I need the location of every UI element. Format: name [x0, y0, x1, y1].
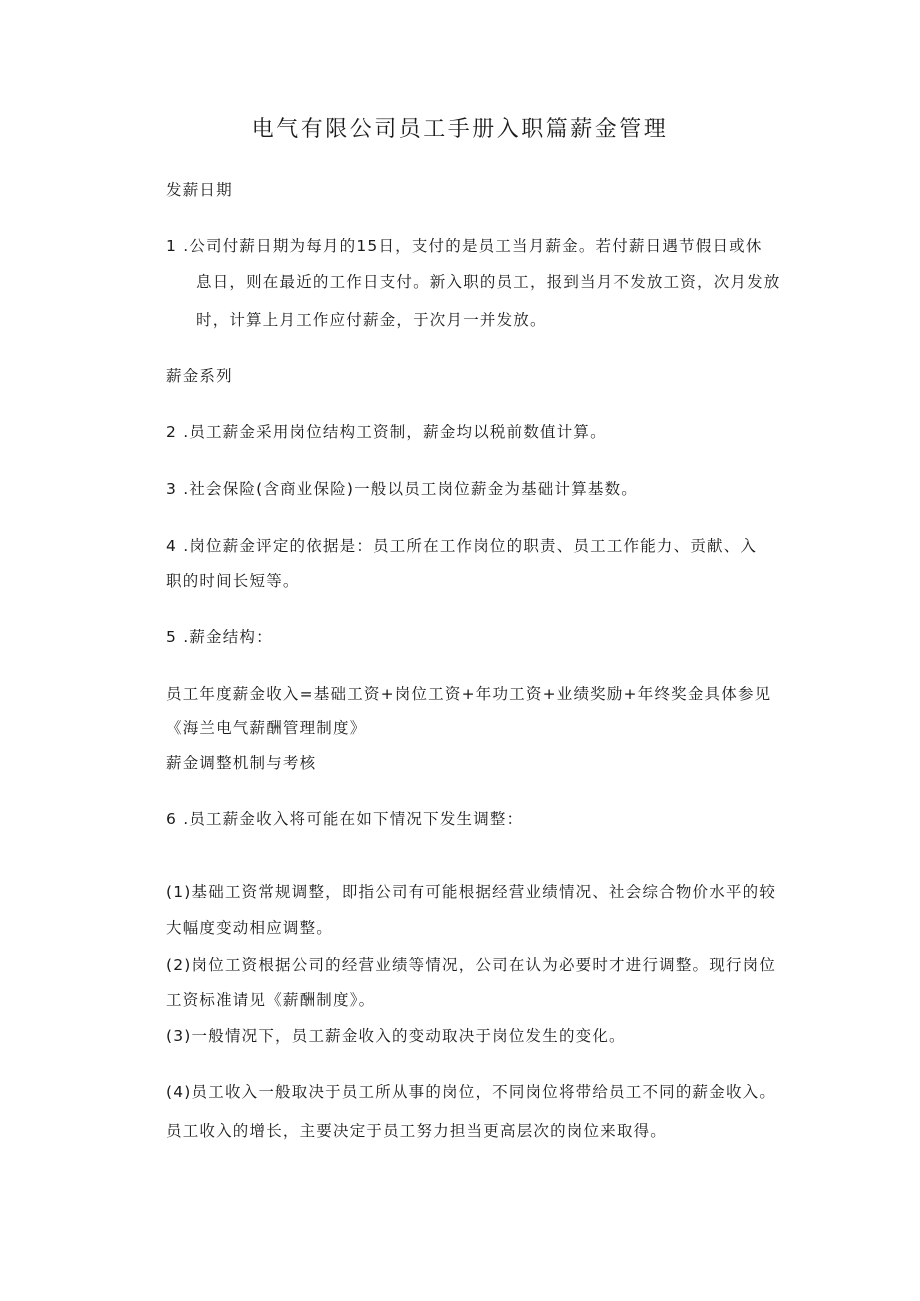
- paragraph-line: 1 .公司付薪日期为每月的15日，支付的是员工当月薪金。若付薪日遇节假日或休: [166, 237, 763, 255]
- paragraph-line: 2 .员工薪金采用岗位结构工资制，薪金均以税前数值计算。: [166, 423, 607, 441]
- paragraph-line: 6 .员工薪金收入将可能在如下情况下发生调整：: [166, 810, 524, 828]
- paragraph-line: (3)一般情况下，员工薪金收入的变动取决于岗位发生的变化。: [166, 1027, 626, 1045]
- section-heading-salary-series: 薪金系列: [166, 367, 233, 385]
- paragraph-line: 3 .社会保险(含商业保险)一般以员工岗位薪金为基础计算基数。: [166, 480, 639, 498]
- paragraph-line: (4)员工收入一般取决于员工所从事的岗位，不同岗位将带给员工不同的薪金收入。: [166, 1083, 777, 1101]
- paragraph-line: 息日，则在最近的工作日支付。新入职的员工，报到当月不发放工资，次月发放: [196, 273, 781, 291]
- section-heading-pay-date: 发薪日期: [166, 181, 233, 199]
- paragraph-line: (1)基础工资常规调整，即指公司有可能根据经营业绩情况、社会综合物价水平的较: [166, 883, 777, 901]
- paragraph-line: (2)岗位工资根据公司的经营业绩等情况，公司在认为必要时才进行调整。现行岗位: [166, 956, 777, 974]
- document-title: 电气有限公司员工手册入职篇薪金管理: [251, 117, 669, 142]
- paragraph-line: 职的时间长短等。: [166, 572, 300, 590]
- paragraph-line: 《海兰电气薪酬管理制度》: [166, 719, 367, 737]
- section-heading-salary-adjustment: 薪金调整机制与考核: [166, 754, 317, 772]
- paragraph-line: 工资标准请见《薪酬制度》。: [166, 991, 376, 1009]
- paragraph-line: 5 .薪金结构：: [166, 628, 273, 646]
- paragraph-line: 时，计算上月工作应付薪金，于次月一并发放。: [196, 311, 547, 329]
- paragraph-line: 员工收入的增长，主要决定于员工努力担当更高层次的岗位来取得。: [166, 1122, 668, 1140]
- paragraph-line: 大幅度变动相应调整。: [166, 919, 334, 937]
- paragraph-line: 4 .岗位薪金评定的依据是：员工所在工作岗位的职责、员工工作能力、贡献、入: [166, 537, 758, 555]
- paragraph-line: 员工年度薪金收入=基础工资+岗位工资+年功工资+业绩奖励+年终奖金具体参见: [166, 685, 772, 703]
